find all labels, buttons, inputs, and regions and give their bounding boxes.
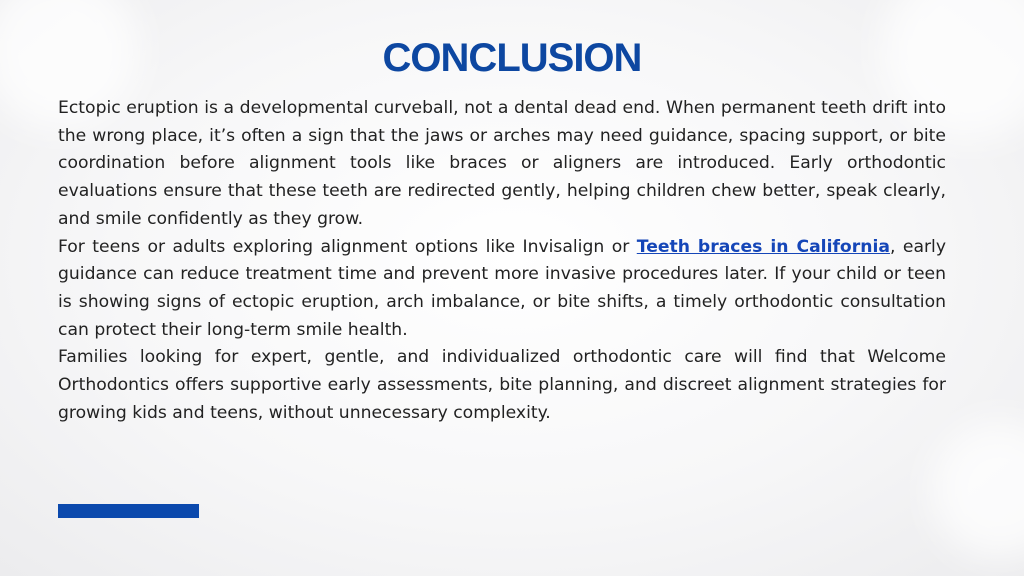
slide-title: CONCLUSION <box>382 36 642 80</box>
paragraph-2 <box>58 234 946 345</box>
paragraph-3: Families looking for expert, gentle, and individualized orthodontic care will find that Welcome Orthodontics offers supportive early assessments, bite planning, and discreet alignment strategies for growing kids and teens, without unnecessary complexity. <box>58 347 946 423</box>
paragraph-2-rest: , early guidance can reduce treatment time and prevent more invasive procedures later. If your child or teen is showing signs of ectopic eruption, arch imbalance, or bite shifts, a timely orthodontic consultation can protect their long-term smile health. <box>58 236 946 340</box>
paragraph-1: Ectopic eruption is a developmental curveball, not a dental dead end. When permanent teeth drift into the wrong place, it’s often a sign that the jaws or arches may need guidance, spacing support, or bite coordination before alignment tools like braces or aligners are introduced. Early orthodontic evaluations ensure that these teeth are redirected gently, helping children chew better, speak clearly, and smile confidently as they grow. <box>58 98 946 229</box>
teeth-braces-link[interactable]: Teeth braces in California <box>636 236 890 257</box>
body-text <box>58 95 946 427</box>
accent-bar <box>58 504 199 518</box>
paragraph-2-lead: For teens or adults exploring alignment options like Invisalign or <box>58 236 637 257</box>
